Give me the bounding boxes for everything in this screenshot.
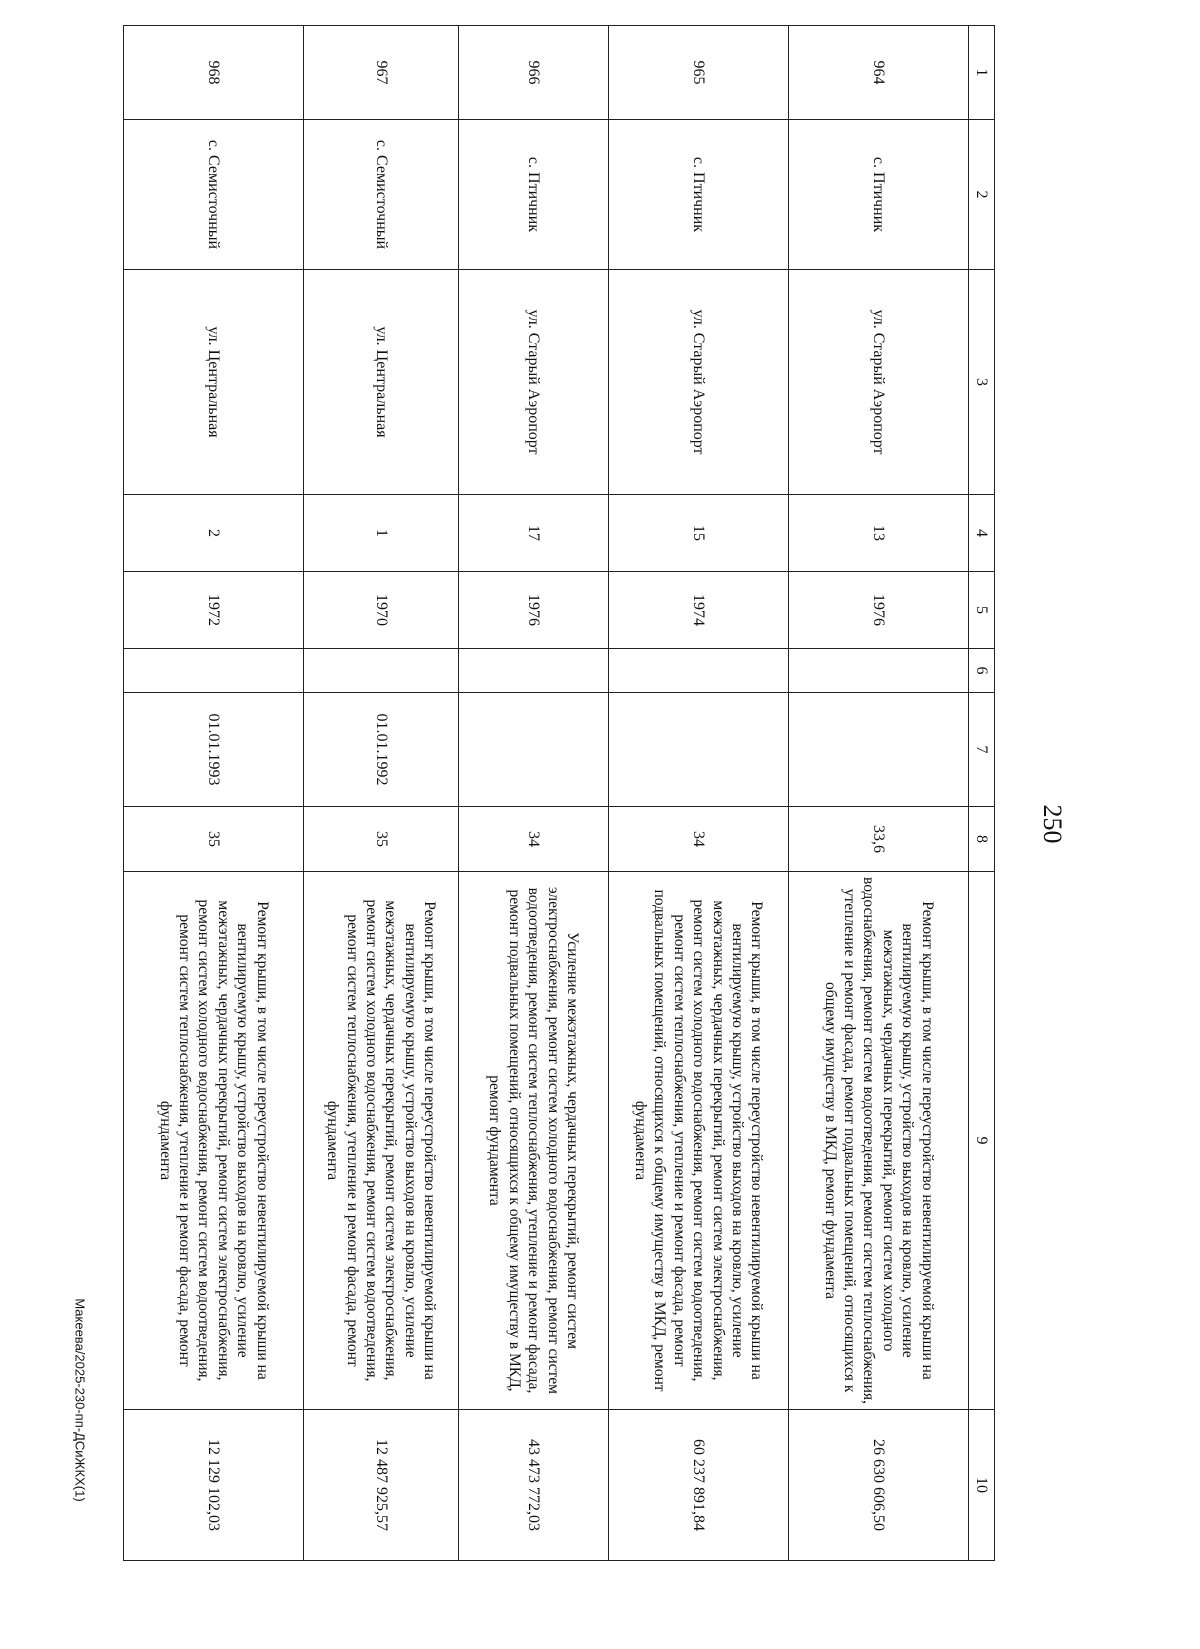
col8-cell: 34: [459, 807, 609, 872]
header-cell-1: 1: [969, 26, 995, 120]
header-cell-9: 9: [969, 872, 995, 1410]
header-cell-7: 7: [969, 693, 995, 807]
amount-cell: 12 487 925,57: [304, 1410, 459, 1561]
col6-cell: [789, 649, 969, 693]
amount-cell: 43 473 772,03: [459, 1410, 609, 1561]
footer-note: Макеева/2025-230-пп-ДСиЖКХ(1): [72, 1298, 88, 1502]
date-cell: [459, 693, 609, 807]
date-cell: [609, 693, 789, 807]
registry-table-wrapper: [125, 25, 995, 1560]
street-cell: ул. Старый Аэропорт: [609, 270, 789, 495]
header-cell-3: 3: [969, 270, 995, 495]
col6-cell: [304, 649, 459, 693]
house-number-cell: 15: [609, 495, 789, 572]
header-cell-2: 2: [969, 120, 995, 270]
year-cell: 1976: [789, 572, 969, 649]
locality-cell: с. Семисточный: [304, 120, 459, 270]
date-cell: 01.01.1992: [304, 693, 459, 807]
amount-cell: 12 129 102,03: [124, 1410, 304, 1561]
amount-cell: 26 630 606,50: [789, 1410, 969, 1561]
street-cell: ул. Старый Аэропорт: [459, 270, 609, 495]
header-cell-5: 5: [969, 572, 995, 649]
table-row: [459, 26, 609, 1561]
works-description-cell: Ремонт крыши, в том числе переустройство невентилируемой крыши на вентилируемую крышу, устройство выходов на кровлю, усиление межэтажных, чердачных перекрытий, ремонт систем электроснабжения, ремонт систем холодного водоснабжения, ремонт систем водоотведения, ремонт систем теплоснабжения, утепление и ремонт фасада, ремонт подвальных помещений, относящихся к общему имуществу в МКД, ремонт фундамента: [609, 872, 789, 1410]
street-cell: ул. Старый Аэропорт: [789, 270, 969, 495]
row-number: 966: [459, 26, 609, 120]
works-description-cell: Ремонт крыши, в том числе переустройство невентилируемой крыши на вентилируемую крышу, устройство выходов на кровлю, усиление межэтажных, чердачных перекрытий, ремонт систем холодного водоснабжения, ремонт систем водоотведения, ремонт систем теплоснабжения, утепление и ремонт фасада, ремонт подвальных помещений, относящихся к общему имуществу в МКД, ремонт фундамента: [789, 872, 969, 1410]
col8-cell: 35: [124, 807, 304, 872]
house-number-cell: 17: [459, 495, 609, 572]
locality-cell: с. Семисточный: [124, 120, 304, 270]
year-cell: 1974: [609, 572, 789, 649]
locality-cell: с. Птичник: [609, 120, 789, 270]
date-cell: 01.01.1993: [124, 693, 304, 807]
col8-cell: 33,6: [789, 807, 969, 872]
year-cell: 1976: [459, 572, 609, 649]
works-description-cell: Ремонт крыши, в том числе переустройство невентилируемой крыши на вентилируемую крышу, устройство выходов на кровлю, усиление межэтажных, чердачных перекрытий, ремонт систем электроснабжения, ремонт систем холодного водоснабжения, ремонт систем водоотведения, ремонт систем теплоснабжения, утепление и ремонт фасада, ремонт фундамента: [304, 872, 459, 1410]
table-row: [304, 26, 459, 1561]
col8-cell: 34: [609, 807, 789, 872]
header-cell-6: 6: [969, 649, 995, 693]
date-cell: [789, 693, 969, 807]
header-cell-10: 10: [969, 1410, 995, 1561]
col6-cell: [124, 649, 304, 693]
table-row: [124, 26, 304, 1561]
page-number: 250: [1038, 804, 1067, 844]
col8-cell: 35: [304, 807, 459, 872]
locality-cell: с. Птичник: [459, 120, 609, 270]
header-row: [969, 26, 995, 1561]
col6-cell: [459, 649, 609, 693]
table-row: [789, 26, 969, 1561]
street-cell: ул. Центральная: [304, 270, 459, 495]
col6-cell: [609, 649, 789, 693]
year-cell: 1970: [304, 572, 459, 649]
row-number: 967: [304, 26, 459, 120]
header-cell-4: 4: [969, 495, 995, 572]
works-description-cell: Усиление межэтажных, чердачных перекрытий, ремонт систем электроснабжения, ремонт систем холодного водоснабжения, ремонт систем водоотведения, ремонт систем теплоснабжения, утепление и ремонт фасада, ремонт подвальных помещений, относящихся к общему имуществу в МКД, ремонт фундамента: [459, 872, 609, 1410]
year-cell: 1972: [124, 572, 304, 649]
street-cell: ул. Центральная: [124, 270, 304, 495]
table-row: [609, 26, 789, 1561]
row-number: 964: [789, 26, 969, 120]
amount-cell: 60 237 891,84: [609, 1410, 789, 1561]
house-number-cell: 13: [789, 495, 969, 572]
row-number: 965: [609, 26, 789, 120]
header-cell-8: 8: [969, 807, 995, 872]
house-number-cell: 2: [124, 495, 304, 572]
locality-cell: с. Птичник: [789, 120, 969, 270]
house-number-cell: 1: [304, 495, 459, 572]
works-description-cell: Ремонт крыши, в том числе переустройство невентилируемой крыши на вентилируемую крышу, устройство выходов на кровлю, усиление межэтажных, чердачных перекрытий, ремонт систем электроснабжения, ремонт систем холодного водоснабжения, ремонт систем водоотведения, ремонт систем теплоснабжения, утепление и ремонт фасада, ремонт фундамента: [124, 872, 304, 1410]
row-number: 968: [124, 26, 304, 120]
registry-table: [123, 25, 995, 1561]
